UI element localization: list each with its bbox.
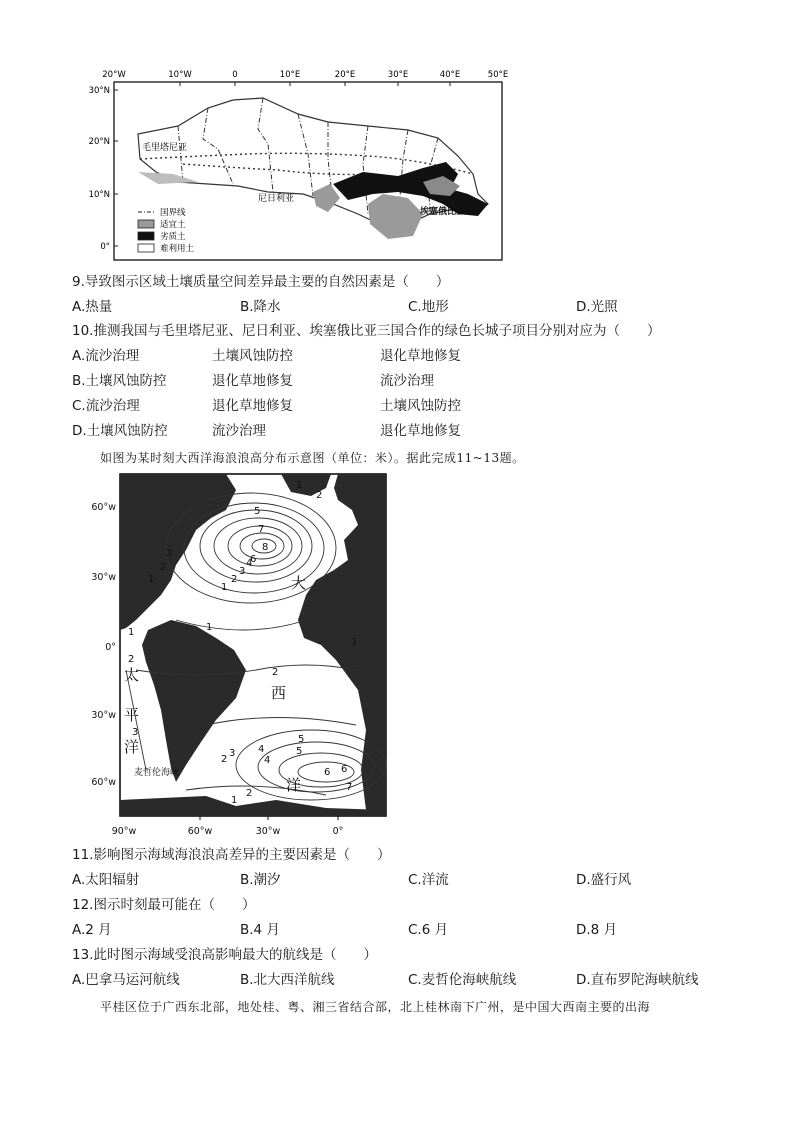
q11-option-b[interactable]: B.潮汐 xyxy=(240,872,281,888)
lon-label: 20°W xyxy=(102,70,126,80)
q10-option-c[interactable]: C.流沙治理 xyxy=(72,398,140,414)
q9-option-c[interactable]: C.地形 xyxy=(408,299,449,315)
q10-option-c-item2: 退化草地修复 xyxy=(212,398,293,414)
contour-label: 8 xyxy=(262,542,269,553)
ocean-char: 太 xyxy=(124,666,140,684)
soil-map-figure xyxy=(78,64,508,264)
contour-label: 7 xyxy=(346,782,353,793)
question-10-stem: 10.推测我国与毛里塔尼亚、尼日利亚、埃塞俄比亚三国合作的绿色长城子项目分别对应为（ ） xyxy=(72,323,661,339)
q10-option-d[interactable]: D.土壤风蚀防控 xyxy=(72,423,168,439)
contour-label: 5 xyxy=(254,506,261,517)
wave-map-svg xyxy=(76,470,396,842)
legend-label: 国界线 xyxy=(160,208,186,218)
contour-label: 2 xyxy=(246,788,253,799)
q9-option-a[interactable]: A.热量 xyxy=(72,299,113,315)
legend-label: 劣质土 xyxy=(160,232,186,242)
contour-label: 1 xyxy=(128,627,135,638)
q12-option-a[interactable]: A.2 月 xyxy=(72,922,112,938)
q13-option-c[interactable]: C.麦哲伦海峡航线 xyxy=(408,972,517,988)
contour-label: 2 xyxy=(231,574,238,585)
legend-suitable-swatch xyxy=(138,220,154,228)
lon-label: 30°w xyxy=(255,826,281,837)
contour-label: 1 xyxy=(148,574,155,585)
q10-option-b[interactable]: B.土壤风蚀防控 xyxy=(72,373,167,389)
q13-option-a[interactable]: A.巴拿马运河航线 xyxy=(72,972,180,988)
q11-option-a[interactable]: A.太阳辐射 xyxy=(72,872,140,888)
contour-label: 1 xyxy=(351,637,358,648)
lon-label: 90°w xyxy=(111,826,137,837)
question-12-stem: 12.图示时刻最可能在（ ） xyxy=(72,897,256,913)
ocean-char: 洋 xyxy=(124,738,140,756)
ocean-char: 平 xyxy=(124,706,140,724)
lon-label: 0° xyxy=(332,826,344,837)
q11-option-c[interactable]: C.洋流 xyxy=(408,872,449,888)
legend-poor-swatch xyxy=(138,232,154,240)
lat-label: 0° xyxy=(100,242,110,252)
contour-label: 6 xyxy=(250,554,257,565)
country-label-ethiopia: 埃塞俄比亚 xyxy=(420,207,466,217)
q10-option-a[interactable]: A.流沙治理 xyxy=(72,348,140,364)
question-11-stem: 11.影响图示海域海浪浪高差异的主要因素是（ ） xyxy=(72,847,391,863)
contour-label: 4 xyxy=(246,558,253,569)
contour-label: 5 xyxy=(298,734,305,745)
lat-label: 0° xyxy=(105,642,116,653)
wave-map-figure xyxy=(76,470,396,842)
q10-option-a-item3: 退化草地修复 xyxy=(380,348,461,364)
q10-option-b-item2: 退化草地修复 xyxy=(212,373,293,389)
contour-label: 1 xyxy=(296,480,303,491)
q10-option-b-item3: 流沙治理 xyxy=(380,373,434,389)
q10-option-d-item2: 流沙治理 xyxy=(212,423,266,439)
contour-label: 2 xyxy=(160,562,167,573)
lon-label-group xyxy=(112,826,344,837)
contour-label: 2 xyxy=(221,754,228,765)
legend-label: 难利用土 xyxy=(160,244,195,254)
question-9-stem: 9.导致图示区域土壤质量空间差异最主要的自然因素是（ ） xyxy=(72,274,450,290)
contour-label: 3 xyxy=(166,548,173,559)
soil-map-svg xyxy=(78,64,508,264)
contour-label: 3 xyxy=(132,727,139,738)
q13-option-b[interactable]: B.北大西洋航线 xyxy=(240,972,335,988)
q12-option-c[interactable]: C.6 月 xyxy=(408,922,449,938)
contour-label: 4 xyxy=(264,755,271,766)
contour-label: 2 xyxy=(272,667,279,678)
q12-option-d[interactable]: D.8 月 xyxy=(576,922,618,938)
contour-label: 3 xyxy=(239,566,246,577)
lon-label: 10°E xyxy=(279,70,301,80)
contour-label: 7 xyxy=(258,524,265,535)
contour-label: 1 xyxy=(206,622,213,633)
lon-label: 30°E xyxy=(387,70,409,80)
lat-label: 30°w xyxy=(91,710,116,721)
lon-label: 50°E xyxy=(487,70,508,80)
q10-option-d-item3: 退化草地修复 xyxy=(380,423,461,439)
lon-label: 0 xyxy=(232,70,238,80)
question-13-stem: 13.此时图示海域受浪高影响最大的航线是（ ） xyxy=(72,947,377,963)
intro-text-11-13: 如图为某时刻大西洋海浪浪高分布示意图（单位：米）。据此完成11~13题。 xyxy=(100,451,525,465)
contour-label: 2 xyxy=(128,654,135,665)
lat-label: 30°N xyxy=(88,86,110,96)
lon-label: 40°E xyxy=(439,70,461,80)
lat-label: 30°w xyxy=(91,572,116,583)
legend-label: 适宜土 xyxy=(160,220,186,230)
contour-label: 4 xyxy=(258,744,265,755)
contour-label: 1 xyxy=(221,582,228,593)
magellan-strait-label: 麦哲伦海峡 xyxy=(134,768,180,778)
q10-option-a-item2: 土壤风蚀防控 xyxy=(212,348,293,364)
q10-option-c-item3: 土壤风蚀防控 xyxy=(380,398,461,414)
contour-label: 6 xyxy=(341,764,348,775)
contour-label: 3 xyxy=(229,748,236,759)
lat-label: 60°w xyxy=(91,777,116,788)
contour-label: 6 xyxy=(324,767,331,778)
country-label-mauritania: 毛里塔尼亚 xyxy=(142,143,188,153)
ocean-char: 西 xyxy=(271,684,287,702)
lat-label: 20°N xyxy=(88,137,110,147)
ocean-char: 大 xyxy=(291,574,307,592)
contour-label: 5 xyxy=(296,746,303,757)
lon-label: 10°W xyxy=(168,70,192,80)
intro-text-next: 平桂区位于广西东北部，地处桂、粤、湘三省结合部，北上桂林南下广州，是中国大西南主要的出海 xyxy=(100,1000,651,1014)
lat-label: 10°N xyxy=(88,190,110,200)
q12-option-b[interactable]: B.4 月 xyxy=(240,922,280,938)
q9-option-b[interactable]: B.降水 xyxy=(240,299,281,315)
q11-option-d[interactable]: D.盛行风 xyxy=(576,872,632,888)
contour-label: 1 xyxy=(231,795,238,806)
ocean-char: 洋 xyxy=(286,776,302,794)
q13-option-d[interactable]: D.直布罗陀海峡航线 xyxy=(576,972,699,988)
q9-option-d[interactable]: D.光照 xyxy=(576,299,618,315)
legend-unusable-swatch xyxy=(138,244,154,252)
lon-label: 60°w xyxy=(187,826,213,837)
lon-label: 20°E xyxy=(334,70,356,80)
contour-label: 2 xyxy=(316,490,323,501)
lat-label-group xyxy=(91,502,116,788)
lat-label: 60°w xyxy=(91,502,116,513)
country-label-nigeria: 尼日利亚 xyxy=(258,194,295,204)
